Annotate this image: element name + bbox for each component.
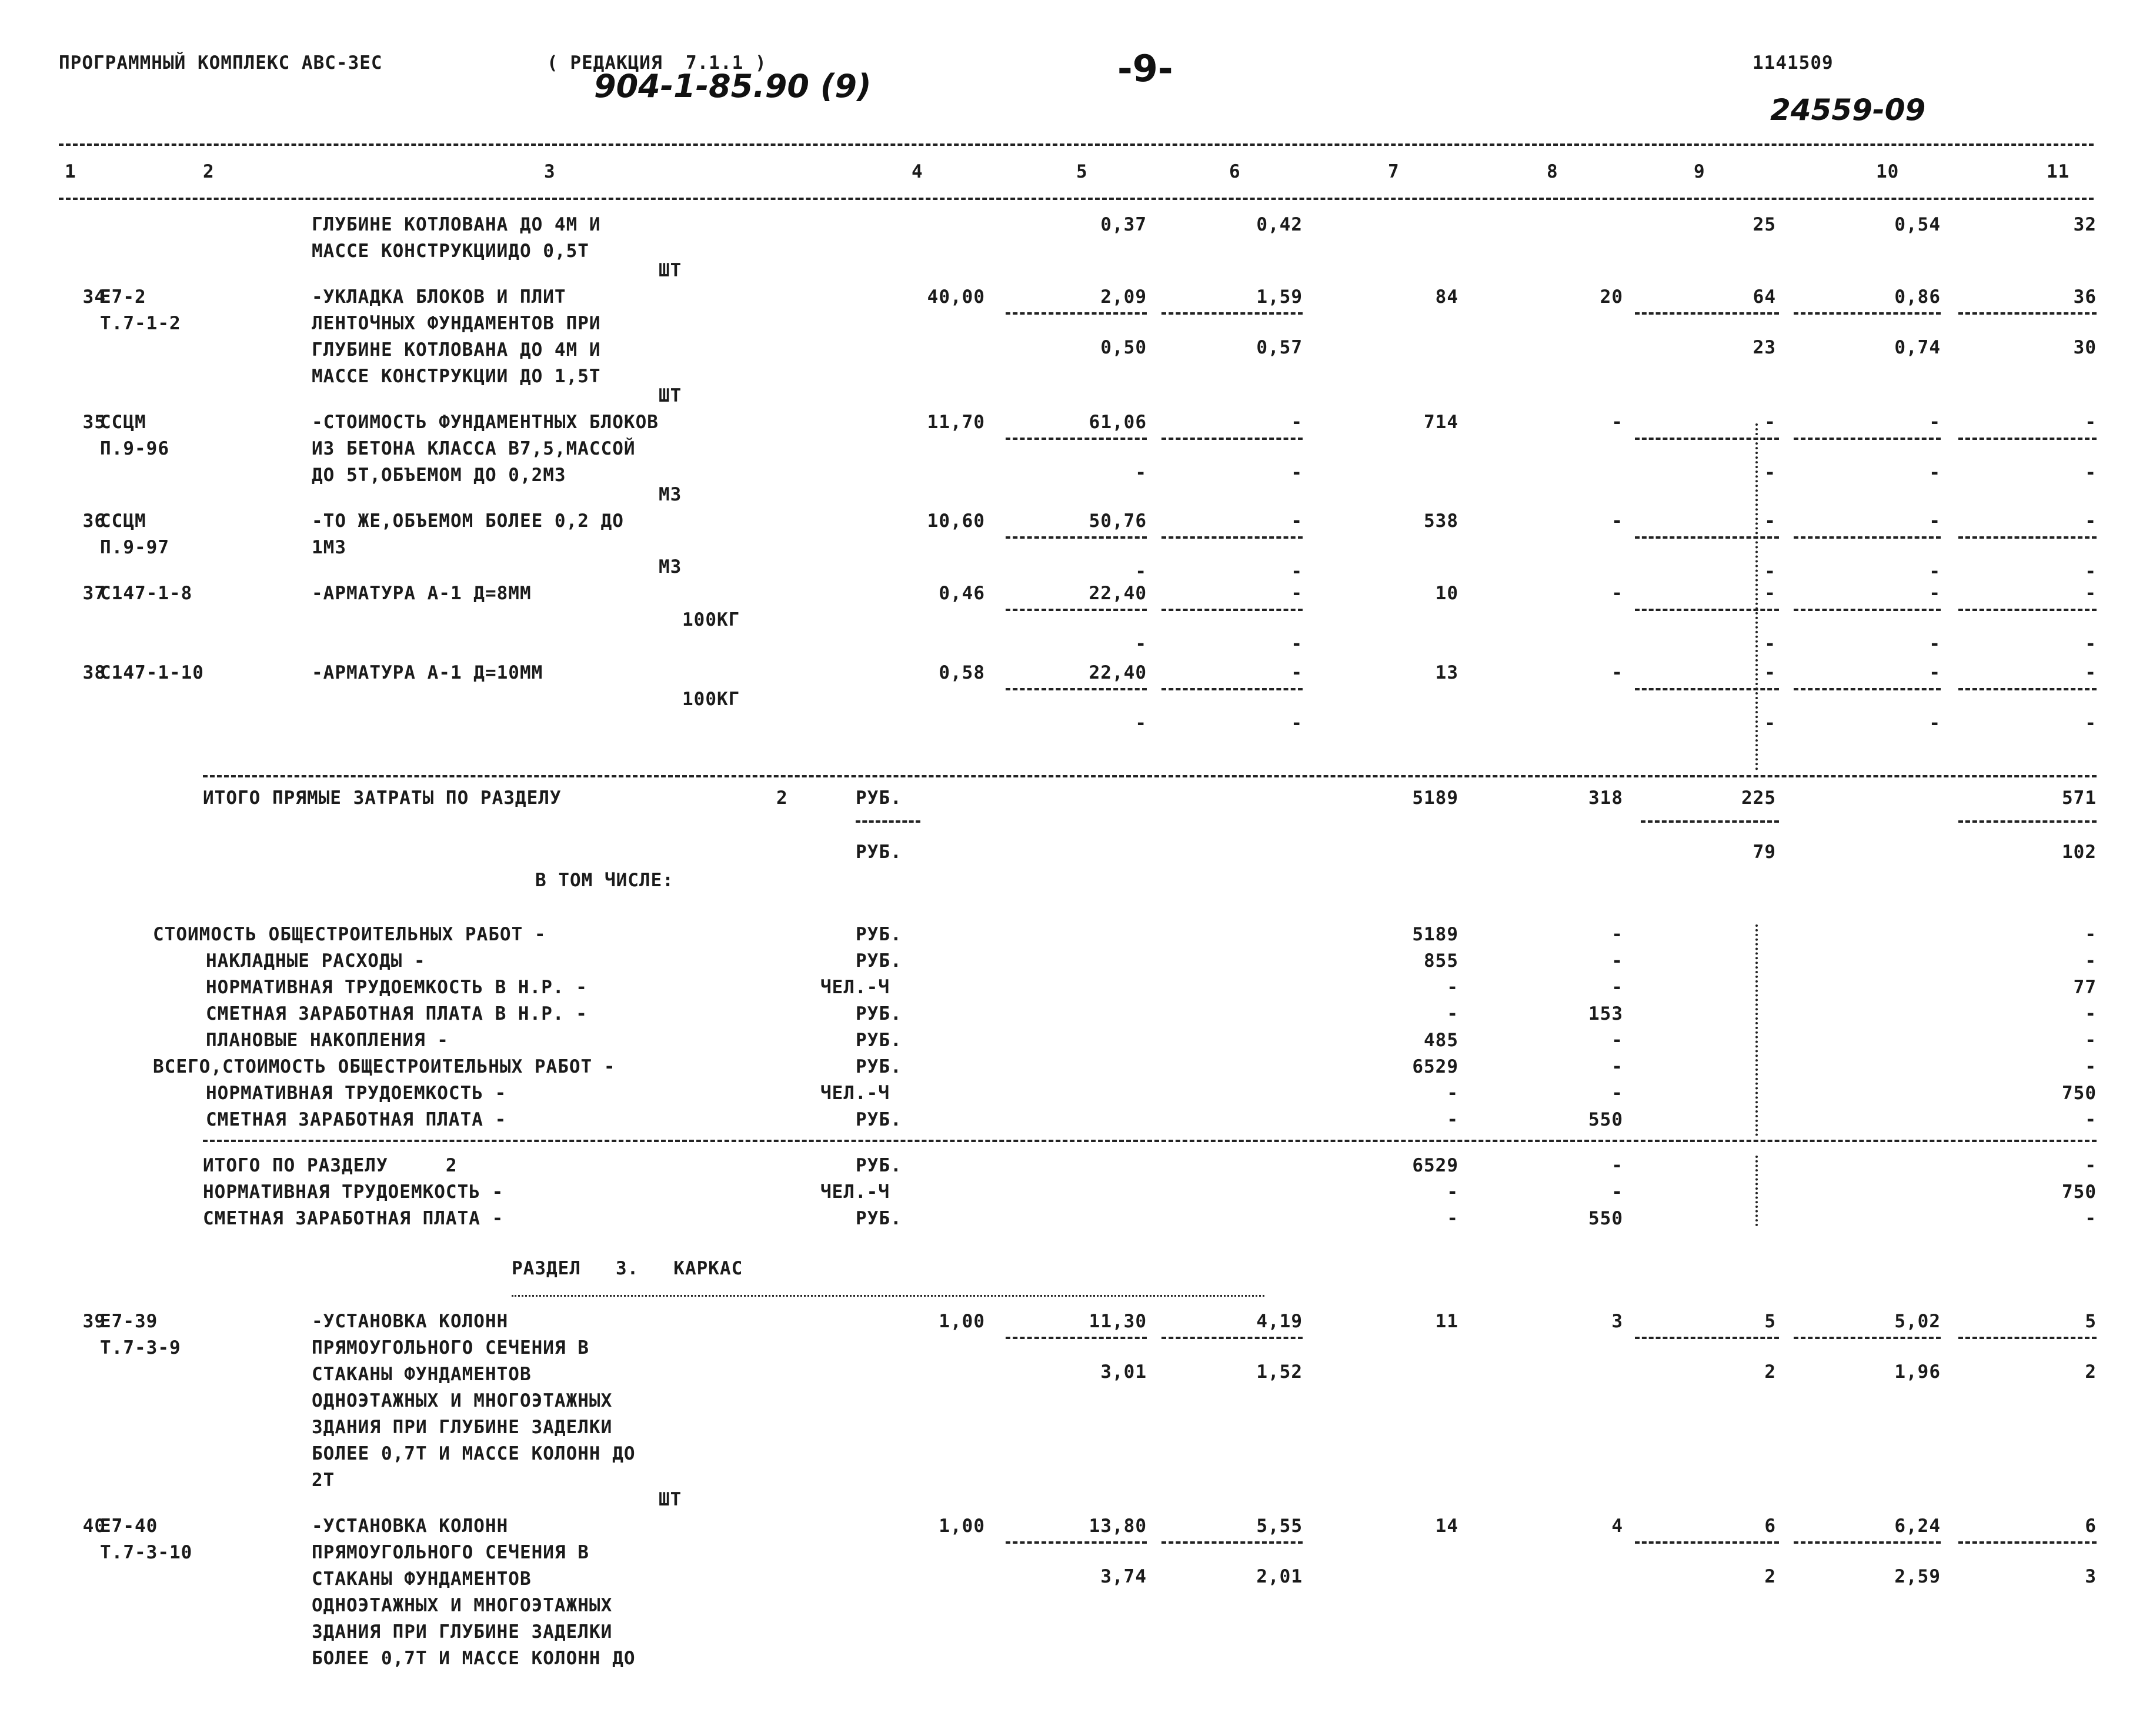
item3-1-description: СТАКАНЫ ФУНДАМЕНТОВ bbox=[312, 1364, 532, 1385]
item3-1-c9: 5 bbox=[1764, 1311, 1776, 1332]
summary-c11: 77 bbox=[2073, 977, 2097, 998]
summary-c8: - bbox=[1611, 1030, 1623, 1051]
item-3-c7: 714 bbox=[1424, 412, 1458, 433]
item-5-c5: - bbox=[1135, 633, 1147, 655]
section3-title-underline bbox=[512, 1295, 1264, 1297]
col9-dot-leader bbox=[1755, 423, 1758, 770]
item-2-c7: 84 bbox=[1435, 286, 1458, 308]
item3-2-c9: 2 bbox=[1764, 1566, 1776, 1587]
item-1-unit: ШТ bbox=[659, 260, 682, 281]
summary-unit: ЧЕЛ.-Ч bbox=[820, 1083, 890, 1104]
summary-c8: - bbox=[1611, 1056, 1623, 1077]
item3-2-description: БОЛЕЕ 0,7Т И МАССЕ КОЛОНН ДО bbox=[312, 1648, 636, 1669]
summary-unit: РУБ. bbox=[856, 950, 902, 972]
item-3-description: -СТОИМОСТЬ ФУНДАМЕНТНЫХ БЛОКОВ bbox=[312, 412, 659, 433]
item-6-c10: - bbox=[1929, 713, 1941, 734]
item-3-code: П.9-96 bbox=[100, 438, 169, 459]
item3-2-sep-6 bbox=[1161, 1541, 1303, 1544]
summary-c7: - bbox=[1447, 977, 1458, 998]
item-4-quantity: 10,60 bbox=[927, 510, 985, 532]
summary-c7: 6529 bbox=[1412, 1056, 1458, 1077]
item3-2-code: Т.7-3-10 bbox=[100, 1542, 193, 1563]
including-label: В ТОМ ЧИСЛЕ: bbox=[535, 870, 674, 891]
item3-1-c10: 5,02 bbox=[1894, 1311, 1941, 1332]
item-4-c9: - bbox=[1764, 510, 1776, 532]
item-1-c9: 25 bbox=[1753, 214, 1776, 235]
summary-c11: - bbox=[2085, 1109, 2097, 1130]
item-3-c6: - bbox=[1291, 462, 1303, 483]
item3-2-c5: 3,74 bbox=[1100, 1566, 1147, 1587]
summary-label: СТОИМОСТЬ ОБЩЕСТРОИТЕЛЬНЫХ РАБОТ - bbox=[153, 924, 546, 945]
column-header-9: 9 bbox=[1694, 161, 1705, 182]
summary-c11: - bbox=[2085, 1003, 2097, 1024]
item-5-sep-5 bbox=[1006, 609, 1147, 611]
item-6-c7: 13 bbox=[1435, 662, 1458, 683]
item-5-c11: - bbox=[2085, 583, 2097, 604]
item-5-c6: - bbox=[1291, 583, 1303, 604]
item-6-c9: - bbox=[1764, 662, 1776, 683]
item3-1-code: Е7-39 bbox=[100, 1311, 158, 1332]
summary-unit: РУБ. bbox=[856, 924, 902, 945]
summary-rule bbox=[203, 1140, 2097, 1142]
item-5-c9: - bbox=[1764, 583, 1776, 604]
column-header-4: 4 bbox=[912, 161, 923, 182]
summary-label: ПЛАНОВЫЕ НАКОПЛЕНИЯ - bbox=[206, 1030, 449, 1051]
item3-2-sep-11 bbox=[1958, 1541, 2097, 1544]
item3-1-description: 2Т bbox=[312, 1470, 335, 1491]
section-total-c8: - bbox=[1611, 1181, 1623, 1203]
item-6-c9: - bbox=[1764, 713, 1776, 734]
item3-2-description: ЗДАНИЯ ПРИ ГЛУБИНЕ ЗАДЕЛКИ bbox=[312, 1621, 613, 1642]
section-total-c11: - bbox=[2085, 1208, 2097, 1229]
summary-c11: - bbox=[2085, 924, 2097, 945]
item3-1-c8: 3 bbox=[1611, 1311, 1623, 1332]
column-header-5: 5 bbox=[1076, 161, 1088, 182]
summary-c11: - bbox=[2085, 1056, 2097, 1077]
section2-unit-bottom: РУБ. bbox=[856, 842, 902, 863]
section2-c9-bottom: 79 bbox=[1753, 842, 1776, 863]
item3-2-sep-9 bbox=[1635, 1541, 1779, 1544]
item-6-c11: - bbox=[2085, 662, 2097, 683]
item-5-description: -АРМАТУРА А-1 Д=8ММ bbox=[312, 583, 532, 604]
item-4-c8: - bbox=[1611, 510, 1623, 532]
item-5-code: С147-1-8 bbox=[100, 583, 193, 604]
item-4-c9: - bbox=[1764, 561, 1776, 582]
column-header-6: 6 bbox=[1229, 161, 1241, 182]
summary-label: ВСЕГО,СТОИМОСТЬ ОБЩЕСТРОИТЕЛЬНЫХ РАБОТ - bbox=[153, 1056, 616, 1077]
item-5-sep-6 bbox=[1161, 609, 1303, 611]
item-5-c6: - bbox=[1291, 633, 1303, 655]
item-6-c6: - bbox=[1291, 713, 1303, 734]
item3-1-quantity: 1,00 bbox=[939, 1311, 985, 1332]
item3-2-c6: 5,55 bbox=[1256, 1515, 1303, 1537]
item-5-c11: - bbox=[2085, 633, 2097, 655]
item-4-code: ССЦМ bbox=[100, 510, 146, 532]
item3-1-description: ОДНОЭТАЖНЫХ И МНОГОЭТАЖНЫХ bbox=[312, 1390, 613, 1411]
summary-c8: 153 bbox=[1588, 1003, 1623, 1024]
item-4-c6: - bbox=[1291, 510, 1303, 532]
section-total-label: СМЕТНАЯ ЗАРАБОТНАЯ ПЛАТА - bbox=[203, 1208, 504, 1229]
item3-1-number: 39 bbox=[82, 1311, 106, 1332]
item-6-unit: 100КГ bbox=[682, 689, 740, 710]
item-1-c11: 32 bbox=[2073, 214, 2097, 235]
item-2-c10: 0,74 bbox=[1894, 337, 1941, 358]
item-4-c11: - bbox=[2085, 510, 2097, 532]
summary-c8: - bbox=[1611, 1083, 1623, 1104]
item-3-c9: - bbox=[1764, 412, 1776, 433]
item-2-c9: 23 bbox=[1753, 337, 1776, 358]
item-4-c11: - bbox=[2085, 561, 2097, 582]
item-5-c7: 10 bbox=[1435, 583, 1458, 604]
section-total-unit: РУБ. bbox=[856, 1155, 902, 1176]
item3-1-c6: 4,19 bbox=[1256, 1311, 1303, 1332]
item-2-description: ГЛУБИНЕ КОТЛОВАНА ДО 4М И bbox=[312, 339, 601, 360]
item-2-code: Т.7-1-2 bbox=[100, 313, 181, 334]
item-6-code: С147-1-10 bbox=[100, 662, 204, 683]
item-6-c5: - bbox=[1135, 713, 1147, 734]
item-4-sep-10 bbox=[1794, 536, 1941, 539]
item3-2-c11: 6 bbox=[2085, 1515, 2097, 1537]
summary-c11: 750 bbox=[2062, 1083, 2097, 1104]
summary-col9-dots bbox=[1755, 924, 1758, 1136]
item-3-c11: - bbox=[2085, 462, 2097, 483]
item-2-c8: 20 bbox=[1600, 286, 1623, 308]
item3-2-c10: 2,59 bbox=[1894, 1566, 1941, 1587]
item-6-sep-10 bbox=[1794, 688, 1941, 690]
summary-unit: РУБ. bbox=[856, 1003, 902, 1024]
section3-title: РАЗДЕЛ 3. КАРКАС bbox=[512, 1258, 743, 1279]
item-2-sep-9 bbox=[1635, 312, 1779, 315]
item-4-c6: - bbox=[1291, 561, 1303, 582]
summary-c11: - bbox=[2085, 1030, 2097, 1051]
summary-unit: РУБ. bbox=[856, 1109, 902, 1130]
item-4-c5: 50,76 bbox=[1089, 510, 1147, 532]
section-total-c11: - bbox=[2085, 1155, 2097, 1176]
item-3-sep-11 bbox=[1958, 438, 2097, 440]
item3-1-c5: 3,01 bbox=[1100, 1361, 1147, 1383]
item-5-c8: - bbox=[1611, 583, 1623, 604]
item-6-c6: - bbox=[1291, 662, 1303, 683]
item3-2-description: -УСТАНОВКА КОЛОНН bbox=[312, 1515, 509, 1537]
item-1-c6: 0,42 bbox=[1256, 214, 1303, 235]
item-2-c11: 36 bbox=[2073, 286, 2097, 308]
item3-1-description: БОЛЕЕ 0,7Т И МАССЕ КОЛОНН ДО bbox=[312, 1443, 636, 1464]
item-2-c5: 0,50 bbox=[1100, 337, 1147, 358]
summary-c8: - bbox=[1611, 977, 1623, 998]
summary-c11: - bbox=[2085, 950, 2097, 972]
item-3-c5: 61,06 bbox=[1089, 412, 1147, 433]
section-total-c11: 750 bbox=[2062, 1181, 2097, 1203]
item3-1-c10: 1,96 bbox=[1894, 1361, 1941, 1383]
section-total-c7: 6529 bbox=[1412, 1155, 1458, 1176]
item-5-unit: 100КГ bbox=[682, 609, 740, 630]
item3-1-code: Т.7-3-9 bbox=[100, 1337, 181, 1358]
item-4-unit: М3 bbox=[659, 556, 682, 577]
summary-c7: 485 bbox=[1424, 1030, 1458, 1051]
section2-unit-top: РУБ. bbox=[856, 787, 902, 809]
item3-1-c9: 2 bbox=[1764, 1361, 1776, 1383]
section-total-col9-dots bbox=[1755, 1156, 1758, 1226]
section-total-c7: - bbox=[1447, 1181, 1458, 1203]
summary-c7: - bbox=[1447, 1003, 1458, 1024]
section2-c11-bottom: 102 bbox=[2062, 842, 2097, 863]
item3-2-c6: 2,01 bbox=[1256, 1566, 1303, 1587]
summary-c8: - bbox=[1611, 924, 1623, 945]
item-4-description: 1М3 bbox=[312, 537, 346, 558]
section2-rule bbox=[203, 775, 2097, 777]
column-header-10: 10 bbox=[1876, 161, 1900, 182]
item3-2-c8: 4 bbox=[1611, 1515, 1623, 1537]
item-3-c6: - bbox=[1291, 412, 1303, 433]
item3-2-c7: 14 bbox=[1435, 1515, 1458, 1537]
item-5-sep-10 bbox=[1794, 609, 1941, 611]
item-3-description: ДО 5Т,ОБЪЕМОМ ДО 0,2М3 bbox=[312, 465, 566, 486]
item-2-unit: ШТ bbox=[659, 385, 682, 406]
item-1-description: ГЛУБИНЕ КОТЛОВАНА ДО 4М И bbox=[312, 214, 601, 235]
item-3-sep-10 bbox=[1794, 438, 1941, 440]
item-4-sep-11 bbox=[1958, 536, 2097, 539]
page-number: -9- bbox=[1117, 47, 1173, 90]
item-2-number: 34 bbox=[82, 286, 106, 308]
section2-c9-rule bbox=[1641, 820, 1779, 823]
column-header-11: 11 bbox=[2047, 161, 2070, 182]
section2-c11-top: 571 bbox=[2062, 787, 2097, 809]
summary-label: НОРМАТИВНАЯ ТРУДОЕМКОСТЬ - bbox=[206, 1083, 507, 1104]
sheet-code: 24559-09 bbox=[1770, 93, 1926, 127]
item-2-c5: 2,09 bbox=[1100, 286, 1147, 308]
column-header-8: 8 bbox=[1547, 161, 1558, 182]
item-5-c5: 22,40 bbox=[1089, 583, 1147, 604]
item3-2-c10: 6,24 bbox=[1894, 1515, 1941, 1537]
summary-unit: РУБ. bbox=[856, 1056, 902, 1077]
summary-c7: 855 bbox=[1424, 950, 1458, 972]
item-6-quantity: 0,58 bbox=[939, 662, 985, 683]
item3-1-c6: 1,52 bbox=[1256, 1361, 1303, 1383]
item-2-c11: 30 bbox=[2073, 337, 2097, 358]
item-3-c10: - bbox=[1929, 412, 1941, 433]
item-4-c10: - bbox=[1929, 561, 1941, 582]
summary-unit: ЧЕЛ.-Ч bbox=[820, 977, 890, 998]
item-6-c10: - bbox=[1929, 662, 1941, 683]
section-total-label: ИТОГО ПО РАЗДЕЛУ 2 bbox=[203, 1155, 458, 1176]
item-6-sep-6 bbox=[1161, 688, 1303, 690]
summary-label: НОРМАТИВНАЯ ТРУДОЕМКОСТЬ В Н.Р. - bbox=[206, 977, 588, 998]
item-3-quantity: 11,70 bbox=[927, 412, 985, 433]
item3-2-quantity: 1,00 bbox=[939, 1515, 985, 1537]
item3-2-code: Е7-40 bbox=[100, 1515, 158, 1537]
item-1-c5: 0,37 bbox=[1100, 214, 1147, 235]
item3-1-c5: 11,30 bbox=[1089, 1311, 1147, 1332]
item-3-c9: - bbox=[1764, 462, 1776, 483]
item3-2-sep-10 bbox=[1794, 1541, 1941, 1544]
item-4-c5: - bbox=[1135, 561, 1147, 582]
item-6-sep-5 bbox=[1006, 688, 1147, 690]
column-header-2: 2 bbox=[203, 161, 215, 182]
item-5-sep-11 bbox=[1958, 609, 2097, 611]
item-2-quantity: 40,00 bbox=[927, 286, 985, 308]
item-3-c8: - bbox=[1611, 412, 1623, 433]
item-5-c9: - bbox=[1764, 633, 1776, 655]
item3-1-sep-11 bbox=[1958, 1337, 2097, 1339]
item-5-c10: - bbox=[1929, 583, 1941, 604]
item-3-sep-6 bbox=[1161, 438, 1303, 440]
item-3-sep-5 bbox=[1006, 438, 1147, 440]
item-2-sep-5 bbox=[1006, 312, 1147, 315]
program-name: ПРОГРАММНЫЙ КОМПЛЕКС АВС-ЗЕС bbox=[59, 52, 383, 74]
item3-2-c11: 3 bbox=[2085, 1566, 2097, 1587]
item-5-c10: - bbox=[1929, 633, 1941, 655]
item-2-c9: 64 bbox=[1753, 286, 1776, 308]
summary-label: СМЕТНАЯ ЗАРАБОТНАЯ ПЛАТА - bbox=[206, 1109, 507, 1130]
section-total-label: НОРМАТИВНАЯ ТРУДОЕМКОСТЬ - bbox=[203, 1181, 504, 1203]
item-6-sep-11 bbox=[1958, 688, 2097, 690]
item-3-c11: - bbox=[2085, 412, 2097, 433]
summary-c8: 550 bbox=[1588, 1109, 1623, 1130]
item-2-sep-10 bbox=[1794, 312, 1941, 315]
item-2-description: ЛЕНТОЧНЫХ ФУНДАМЕНТОВ ПРИ bbox=[312, 313, 601, 334]
summary-c7: - bbox=[1447, 1083, 1458, 1104]
item-3-code: ССЦМ bbox=[100, 412, 146, 433]
item-6-number: 38 bbox=[82, 662, 106, 683]
section-total-unit: ЧЕЛ.-Ч bbox=[820, 1181, 890, 1203]
summary-c8: - bbox=[1611, 950, 1623, 972]
summary-label: НАКЛАДНЫЕ РАСХОДЫ - bbox=[206, 950, 426, 972]
item3-1-description: ЗДАНИЯ ПРИ ГЛУБИНЕ ЗАДЕЛКИ bbox=[312, 1417, 613, 1438]
column-header-1: 1 bbox=[65, 161, 76, 182]
section2-c11-rule bbox=[1958, 820, 2097, 823]
item3-1-c11: 2 bbox=[2085, 1361, 2097, 1383]
item3-1-sep-5 bbox=[1006, 1337, 1147, 1339]
section-total-c7: - bbox=[1447, 1208, 1458, 1229]
section-total-c8: - bbox=[1611, 1155, 1623, 1176]
item-4-c7: 538 bbox=[1424, 510, 1458, 532]
document-number: 1141509 bbox=[1753, 52, 1834, 74]
edition-label: ( РЕДАКЦИЯ 7.1.1 ) bbox=[547, 52, 767, 74]
item-2-c10: 0,86 bbox=[1894, 286, 1941, 308]
header-rule-bottom bbox=[59, 198, 2094, 200]
header-rule-top bbox=[59, 143, 2094, 146]
item3-1-sep-9 bbox=[1635, 1337, 1779, 1339]
item3-1-description: -УСТАНОВКА КОЛОНН bbox=[312, 1311, 509, 1332]
item-2-c6: 1,59 bbox=[1256, 286, 1303, 308]
item-3-c10: - bbox=[1929, 462, 1941, 483]
column-header-7: 7 bbox=[1388, 161, 1400, 182]
item-2-c6: 0,57 bbox=[1256, 337, 1303, 358]
summary-label: СМЕТНАЯ ЗАРАБОТНАЯ ПЛАТА В Н.Р. - bbox=[206, 1003, 588, 1024]
item3-1-sep-6 bbox=[1161, 1337, 1303, 1339]
item-1-description: МАССЕ КОНСТРУКЦИИДО 0,5Т bbox=[312, 241, 589, 262]
item3-2-description: СТАКАНЫ ФУНДАМЕНТОВ bbox=[312, 1568, 532, 1590]
item-2-description: МАССЕ КОНСТРУКЦИИ ДО 1,5Т bbox=[312, 366, 601, 387]
item-5-quantity: 0,46 bbox=[939, 583, 985, 604]
section2-number: 2 bbox=[776, 787, 788, 809]
section2-c9-top: 225 bbox=[1741, 787, 1776, 809]
section2-unit-rule bbox=[856, 820, 920, 823]
item3-2-c9: 6 bbox=[1764, 1515, 1776, 1537]
item-3-description: ИЗ БЕТОНА КЛАССА В7,5,МАССОЙ bbox=[312, 438, 636, 459]
item-6-c11: - bbox=[2085, 713, 2097, 734]
item-2-sep-6 bbox=[1161, 312, 1303, 315]
item-6-description: -АРМАТУРА А-1 Д=10ММ bbox=[312, 662, 543, 683]
item3-2-number: 40 bbox=[82, 1515, 106, 1537]
item-4-sep-6 bbox=[1161, 536, 1303, 539]
item3-2-description: ПРЯМОУГОЛЬНОГО СЕЧЕНИЯ В bbox=[312, 1542, 589, 1563]
section2-c8: 318 bbox=[1588, 787, 1623, 809]
item-6-c8: - bbox=[1611, 662, 1623, 683]
section2-total-label: ИТОГО ПРЯМЫЕ ЗАТРАТЫ ПО РАЗДЕЛУ bbox=[203, 787, 562, 809]
item-3-c5: - bbox=[1135, 462, 1147, 483]
item-4-description: -ТО ЖЕ,ОБЪЕМОМ БОЛЕЕ 0,2 ДО bbox=[312, 510, 624, 532]
summary-c7: 5189 bbox=[1412, 924, 1458, 945]
item3-1-unit: ШТ bbox=[659, 1489, 682, 1510]
summary-c7: - bbox=[1447, 1109, 1458, 1130]
item-1-c10: 0,54 bbox=[1894, 214, 1941, 235]
project-code: 904-1-85.90 (9) bbox=[594, 68, 872, 105]
item-2-sep-11 bbox=[1958, 312, 2097, 315]
item-3-unit: М3 bbox=[659, 484, 682, 505]
section-total-c8: 550 bbox=[1588, 1208, 1623, 1229]
item-5-number: 37 bbox=[82, 583, 106, 604]
column-header-3: 3 bbox=[544, 161, 556, 182]
summary-unit: РУБ. bbox=[856, 1030, 902, 1051]
item-4-number: 36 bbox=[82, 510, 106, 532]
item3-2-c5: 13,80 bbox=[1089, 1515, 1147, 1537]
item-4-sep-5 bbox=[1006, 536, 1147, 539]
item-4-c10: - bbox=[1929, 510, 1941, 532]
item3-1-description: ПРЯМОУГОЛЬНОГО СЕЧЕНИЯ В bbox=[312, 1337, 589, 1358]
item-4-code: П.9-97 bbox=[100, 537, 169, 558]
item3-2-sep-5 bbox=[1006, 1541, 1147, 1544]
item-6-c5: 22,40 bbox=[1089, 662, 1147, 683]
item-2-code: Е7-2 bbox=[100, 286, 146, 308]
item3-1-c11: 5 bbox=[2085, 1311, 2097, 1332]
item3-2-description: ОДНОЭТАЖНЫХ И МНОГОЭТАЖНЫХ bbox=[312, 1595, 613, 1616]
item-3-number: 35 bbox=[82, 412, 106, 433]
item3-1-c7: 11 bbox=[1435, 1311, 1458, 1332]
item3-1-sep-10 bbox=[1794, 1337, 1941, 1339]
item-2-description: -УКЛАДКА БЛОКОВ И ПЛИТ bbox=[312, 286, 566, 308]
section2-c7: 5189 bbox=[1412, 787, 1458, 809]
section-total-unit: РУБ. bbox=[856, 1208, 902, 1229]
